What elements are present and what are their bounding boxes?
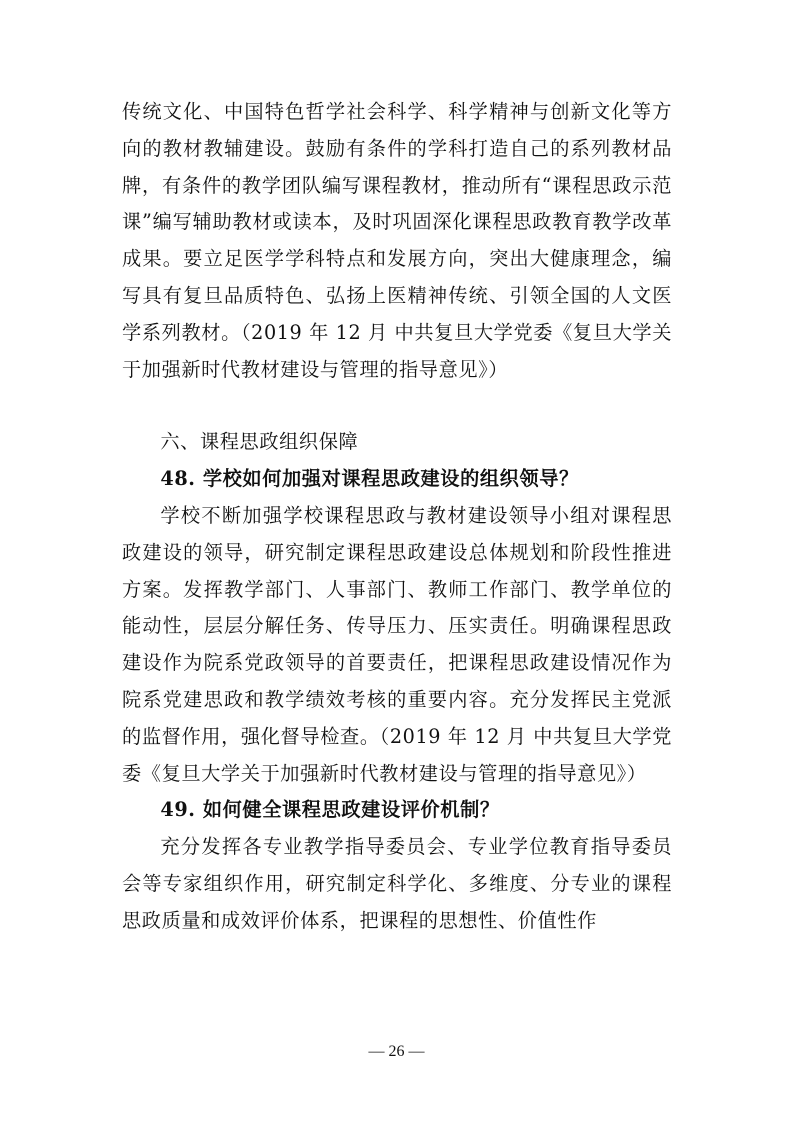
- paragraph-gap: [122, 388, 672, 424]
- question-49-answer: 充分发挥各专业教学指导委员会、专业学位教育指导委员会等专家组织作用，研究制定科学化、多维度、分专业的课程思政质量和成效评价体系，把课程的思想性、价值性作: [122, 835, 672, 932]
- section-heading: 六、课程思政组织保障: [160, 430, 359, 454]
- paragraph-intro-continued: 传统文化、中国特色哲学社会科学、科学精神与创新文化等方向的教材教辅建设。鼓励有条件的学科打造自己的系列教材品牌，有条件的教学团队编写课程教材，推动所有“课程思政示范课”编写辅助教材或读本，及时巩固深化课程思政教育教学改革成果。要立足医学学科特点和发展方向，突出大健康理念，编写具有复旦品质特色、弘扬上医精神传统、引领全国的人文医学系列教材。（2019 年 12 月 中共复旦大学党委《复旦大学关于加强新时代教材建设与管理的指导意见》）: [122, 100, 672, 381]
- page-number: — 26 —: [368, 1043, 425, 1060]
- question-49-title: 49. 如何健全课程思政建设评价机制？: [160, 798, 500, 822]
- question-48-answer: 学校不断加强学校课程思政与教材建设领导小组对课程思政建设的领导，研究制定课程思政建设总体规划和阶段性推进方案。发挥教学部门、人事部门、教师工作部门、教学单位的能动性，层层分解任务、传导压力、压实责任。明确课程思政建设作为院系党政领导的首要责任，把课程思政建设情况作为院系党建思政和教学绩效考核的重要内容。充分发挥民主党派的监督作用，强化督导检查。（2019 年 12 月 中共复旦大学党委《复旦大学关于加强新时代教材建设与管理的指导意见》）: [122, 503, 672, 785]
- page-body: [122, 94, 672, 940]
- question-48-title: 48. 学校如何加强对课程思政建设的组织领导？: [160, 467, 579, 491]
